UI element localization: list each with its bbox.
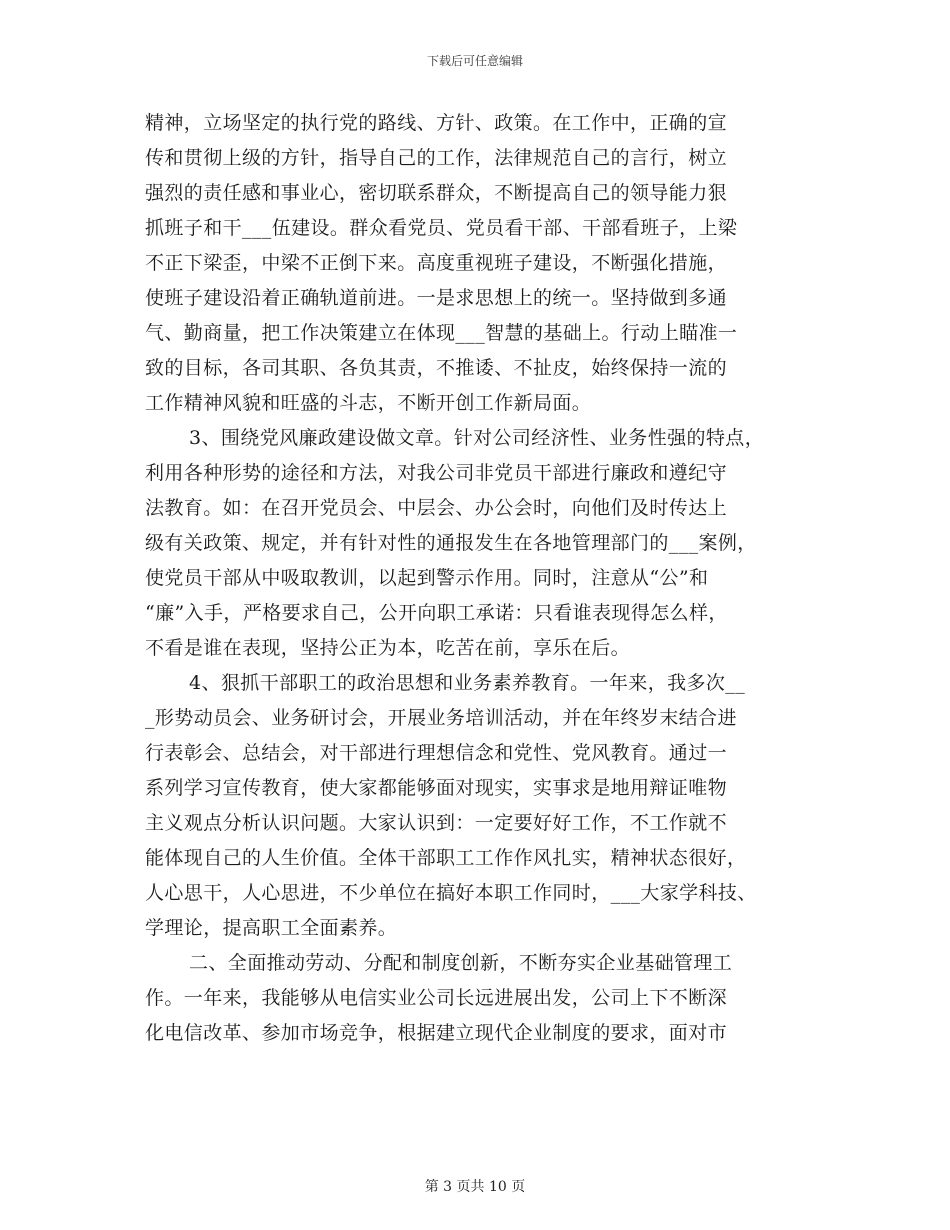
page-number-footer: 第 3 页共 10 页 [424,1179,526,1195]
text-line: 强烈的责任感和事业心，密切联系群众，不断提高自己的领导能力狠 [145,182,728,204]
text-line: 能体现自己的人生价值。全体干部职工工作作风扎实，精神状态很好， [145,847,747,869]
text-line: 级有关政策、规定，并有针对性的通报发生在各地管理部门的___案例， [145,532,757,554]
text-line: 工作精神风貌和旺盛的斗志，不断开创工作新局面。 [145,392,592,414]
text-line: 使班子建设沿着正确轨道前进。一是求思想上的统一。坚持做到多通 [145,287,728,309]
text-line: 行表彰会、总结会，对干部进行理想信念和党性、党风教育。通过一 [145,742,728,764]
paragraph-first-line: 4、狠抓干部职工的政治思想和业务素养教育。一年来，我多次__ [189,672,746,694]
text-line: 法教育。如：在召开党员会、中层会、办公会时，向他们及时传达上 [145,497,728,519]
text-line: 气、勤商量，把工作决策建立在体现___智慧的基础上。行动上瞄准一 [145,322,738,344]
text-line: 精神，立场坚定的执行党的路线、方针、政策。在工作中，正确的宣 [145,112,728,134]
text-line: _形势动员会、业务研讨会，开展业务培训活动，并在年终岁末结合进 [145,707,737,729]
text-line: 系列学习宣传教育，使大家都能够面对现实，实事求是地用辩证唯物 [145,777,728,799]
text-line: 使党员干部从中吸取教训，以起到警示作用。同时，注意从“公”和 [145,567,709,589]
text-line: 学理论，提高职工全面素养。 [145,917,398,939]
text-line: 主义观点分析认识问题。大家认识到：一定要好好工作，不工作就不 [145,812,728,834]
paragraph-first-line: 二、全面推动劳动、分配和制度创新，不断夯实企业基础管理工 [189,952,733,974]
text-line: 化电信改革、参加市场竞争，根据建立现代企业制度的要求，面对市 [145,1022,728,1044]
text-line: 作。一年来，我能够从电信实业公司长远进展出发，公司上下不断深 [145,987,728,1009]
text-line: 人心思干，人心思进，不少单位在搞好本职工作同时，___大家学科技、 [145,882,757,904]
text-line: 传和贯彻上级的方针，指导自己的工作，法律规范自己的言行，树立 [145,147,728,169]
text-line: 致的目标，各司其职、各负其责，不推诿、不扯皮，始终保持一流的 [145,357,728,379]
text-line: “廉”入手，严格要求自己，公开向职工承诺：只看谁表现得怎么样， [145,602,728,624]
text-line: 利用各种形势的途径和方法，对我公司非党员干部进行廉政和遵纪守 [145,462,728,484]
text-line: 不看是谁在表现，坚持公正为本，吃苦在前，享乐在后。 [145,637,631,659]
document-body [145,106,810,1051]
text-line: 不正下梁歪，中梁不正倒下来。高度重视班子建设，不断强化措施， [145,252,728,274]
text-line: 抓班子和干___伍建设。群众看党员、党员看干部、干部看班子，上梁 [145,217,738,239]
page-header: 下载后可任意编辑 [426,54,523,68]
paragraph-first-line: 3、围绕党风廉政建设做文章。针对公司经济性、业务性强的特点， [189,427,765,449]
